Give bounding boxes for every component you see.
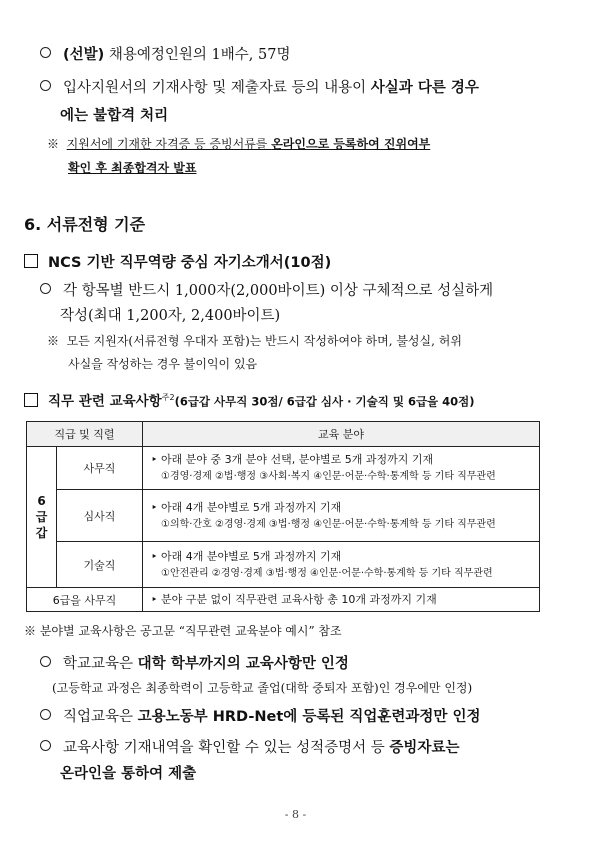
row-name-samu: 사무직 bbox=[57, 447, 143, 490]
edu-heading bbox=[24, 388, 475, 412]
ncs-item1-line2: 작성(최대 1,200자, 2,400바이트) bbox=[60, 308, 281, 324]
row-name-simsa: 심사직 bbox=[57, 490, 143, 542]
bullet-circle-icon bbox=[40, 656, 51, 667]
ncs-note-line1: 모든 지원자(서류전형 우대자 포함)는 반드시 작성하여야 하며, 불성실, 허위 bbox=[66, 334, 462, 348]
page-number: - 8 - bbox=[284, 808, 307, 821]
selection-text: 채용예정인원의 1배수, 57명 bbox=[104, 47, 291, 63]
row-line1: ‣ 아래 4개 분야별로 5개 과정까지 기재 bbox=[151, 500, 342, 514]
row-content-gisul bbox=[143, 542, 540, 588]
row-content-simsa bbox=[143, 490, 540, 542]
mismatch-emph-2: 에는 불합격 처리 bbox=[60, 108, 169, 124]
note-mark: ※ bbox=[47, 334, 60, 348]
job-text: 직업교육은 bbox=[63, 709, 138, 725]
row-line2: ①안전관리 ②경영·경제 ③법·행정 ④인문·어문·수학·통계학 등 기타 직무관련 bbox=[161, 567, 493, 579]
note1-emph-2: 확인 후 최종합격자 발표 bbox=[68, 161, 197, 175]
cert-emph-2: 온라인을 통하여 제출 bbox=[60, 766, 197, 782]
ncs-note bbox=[47, 333, 462, 350]
note1-emph: 온라인으로 등록하여 진위여부 bbox=[271, 137, 431, 151]
row-content-samu bbox=[143, 447, 540, 490]
section-title: 6. 서류전형 기준 bbox=[24, 215, 146, 234]
mismatch-item bbox=[40, 78, 479, 98]
edu-heading-sup: 주2 bbox=[161, 393, 175, 402]
ncs-note-line2: 사실을 작성하는 경우 불이익이 있음 bbox=[68, 357, 258, 371]
ncs-heading bbox=[24, 253, 331, 273]
row-line2: ①의학·간호 ②경영·경제 ③법·행정 ④인문·어문·수학·통계학 등 기타 직무관련 bbox=[161, 518, 496, 530]
note1-text: 지원서에 기재한 자격증 등 증빙서류를 bbox=[66, 137, 272, 151]
grade-cell: 6 급 갑 bbox=[27, 447, 57, 588]
ncs-item1 bbox=[40, 281, 493, 301]
row-content-6eul bbox=[143, 588, 540, 612]
bullet-circle-icon bbox=[40, 80, 51, 91]
job-item bbox=[40, 707, 481, 727]
row-line2: ①경영·경제 ②법·행정 ③사회·복지 ④인문·어문·수학·통계학 등 기타 직무관련 bbox=[161, 471, 496, 482]
cert-text: 교육사항 기재내역을 확인할 수 있는 성적증명서 등 bbox=[63, 740, 390, 756]
bullet-circle-icon bbox=[40, 47, 51, 58]
selection-item bbox=[40, 45, 290, 65]
bullet-circle-icon bbox=[40, 740, 51, 751]
ncs-item1-line1: 각 항목별 반드시 1,000자(2,000바이트) 이상 구체적으로 성실하게 bbox=[63, 283, 494, 299]
school-sub: (고등학교 과정은 최종학력이 고등학교 졸업(대학 중퇴자 포함)인 경우에만 인정) bbox=[52, 681, 473, 695]
row-name-gisul: 기술직 bbox=[57, 542, 143, 588]
row-name-6eul: 6급을 사무직 bbox=[27, 588, 143, 612]
bullet-circle-icon bbox=[40, 709, 51, 720]
ncs-heading-text: NCS 기반 직무역량 중심 자기소개서(10점) bbox=[48, 255, 332, 271]
col-header-field: 교육 분야 bbox=[143, 422, 540, 447]
edu-heading-text: 직무 관련 교육사항 bbox=[48, 393, 162, 410]
col-header-grade: 직급 및 직렬 bbox=[27, 422, 143, 447]
note-mark: ※ bbox=[47, 137, 60, 151]
mismatch-text: 입사지원서의 기재사항 및 제출자료 등의 내용이 bbox=[63, 80, 371, 96]
school-emph: 대학 학부까지의 교육사항만 인정 bbox=[137, 656, 349, 672]
cert-item bbox=[40, 738, 459, 758]
bullet-circle-icon bbox=[40, 283, 51, 294]
row-line1: ‣ 아래 4개 분야별로 5개 과정까지 기재 bbox=[151, 549, 342, 563]
note1 bbox=[47, 136, 430, 153]
education-table bbox=[26, 421, 540, 612]
selection-label: (선발) bbox=[63, 47, 105, 63]
mismatch-emph: 사실과 다른 경우 bbox=[370, 80, 479, 96]
checkbox-square-icon bbox=[24, 254, 38, 268]
cert-emph: 증빙자료는 bbox=[389, 740, 460, 756]
row-line1: ‣ 아래 분야 중 3개 분야 선택, 분야별로 5개 과정까지 기재 bbox=[151, 453, 434, 466]
row-line1: ‣ 분야 구분 없이 직무관련 교육사항 총 10개 과정까지 기재 bbox=[151, 593, 437, 606]
school-item bbox=[40, 654, 349, 674]
edu-footnote: ※ 분야별 교육사항은 공고문 “직무관련 교육분야 예시” 참조 bbox=[24, 624, 342, 638]
checkbox-square-icon bbox=[24, 393, 38, 407]
job-emph: 고용노동부 HRD-Net에 등록된 직업훈련과정만 인정 bbox=[137, 709, 481, 725]
school-text: 학교교육은 bbox=[63, 656, 138, 672]
edu-heading-suffix: (6급갑 사무직 30점/ 6급갑 심사 · 기술직 및 6급을 40점) bbox=[174, 394, 475, 409]
